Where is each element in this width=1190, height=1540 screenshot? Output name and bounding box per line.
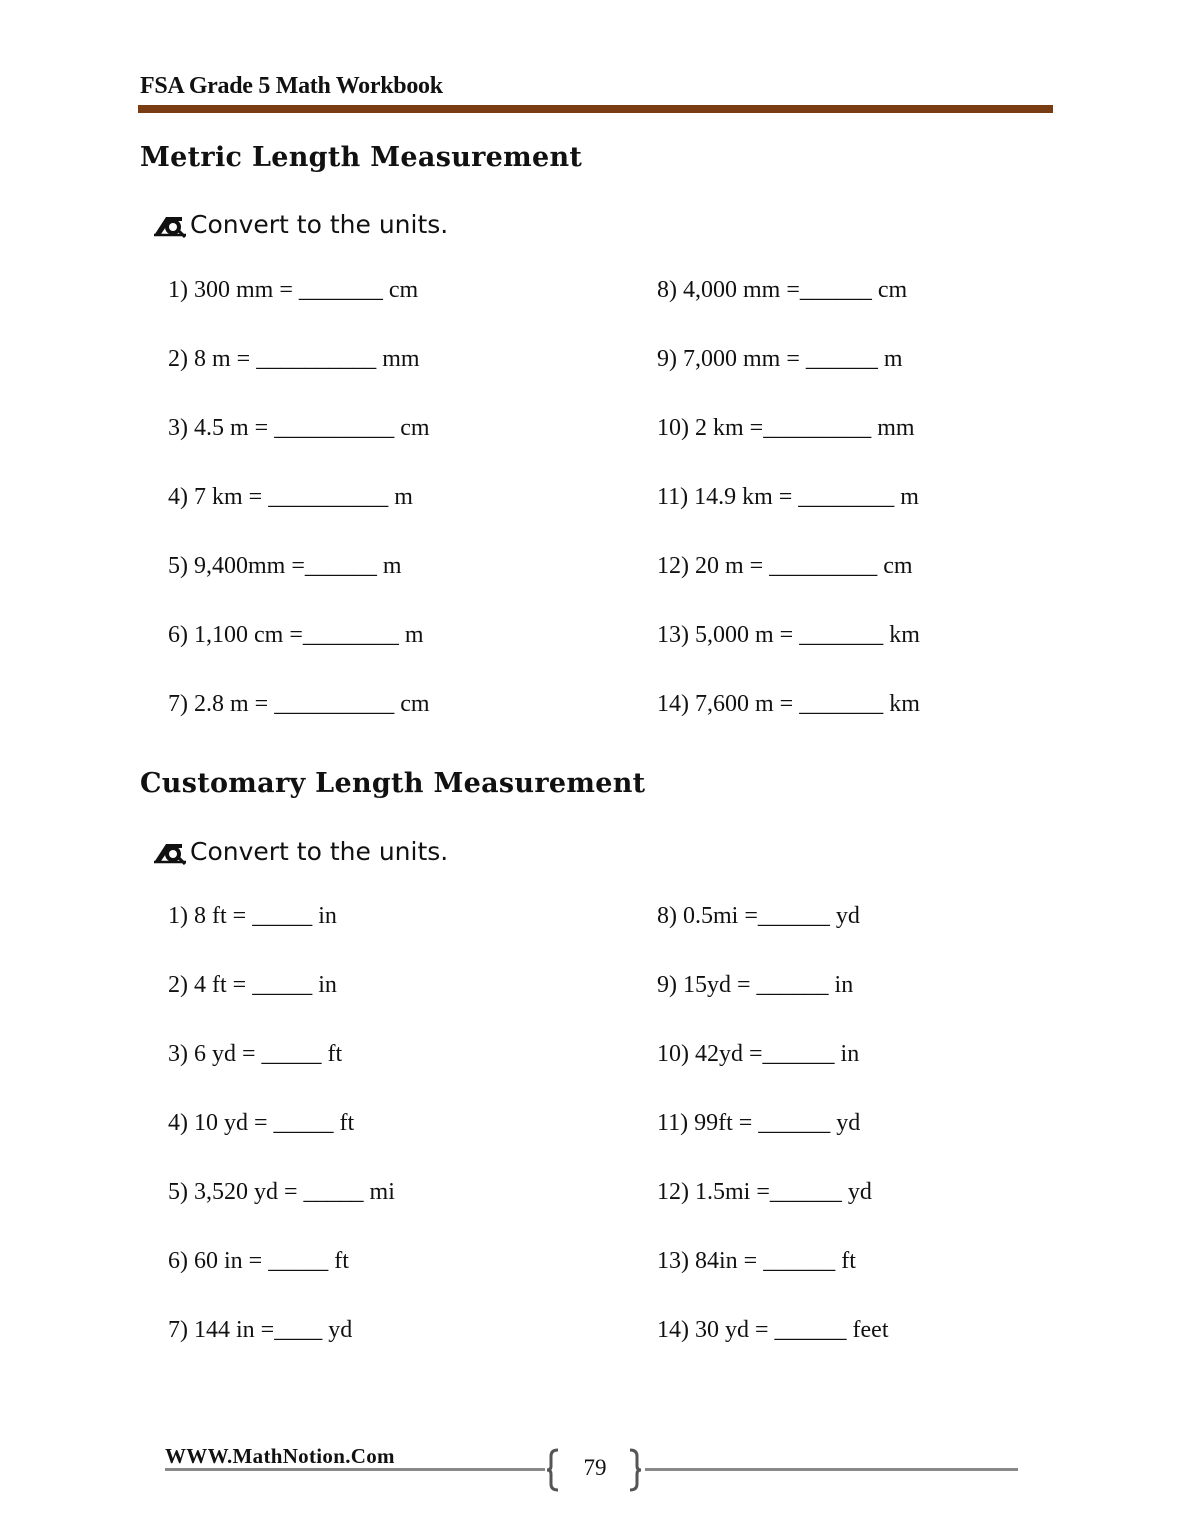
footer-divider-right bbox=[645, 1468, 1018, 1471]
problem-item: 11) 14.9 km = ________ m bbox=[657, 484, 919, 510]
problem-item: 2) 4 ft = _____ in bbox=[168, 972, 337, 998]
page-number: 79 bbox=[583, 1455, 607, 1480]
problem-item: 10) 42yd =______ in bbox=[657, 1041, 860, 1067]
problem-item: 6) 1,100 cm =________ m bbox=[168, 622, 424, 648]
right-brace-icon bbox=[628, 1448, 642, 1492]
problem-item: 3) 4.5 m = __________ cm bbox=[168, 415, 430, 441]
instruction-text: Convert to the units. bbox=[190, 837, 449, 866]
instruction-customary bbox=[152, 837, 448, 866]
problem-item: 14) 30 yd = ______ feet bbox=[657, 1317, 889, 1343]
footer-divider-left bbox=[165, 1468, 545, 1471]
problem-item: 1) 300 mm = _______ cm bbox=[168, 277, 419, 303]
left-brace-icon bbox=[546, 1448, 560, 1492]
problem-item: 8) 4,000 mm =______ cm bbox=[657, 277, 908, 303]
header-divider bbox=[138, 105, 1053, 113]
problem-item: 13) 5,000 m = _______ km bbox=[657, 622, 920, 648]
problem-item: 12) 20 m = _________ cm bbox=[657, 553, 913, 579]
problem-item: 9) 7,000 mm = ______ m bbox=[657, 346, 903, 372]
instruction-text: Convert to the units. bbox=[190, 210, 449, 239]
problem-item: 11) 99ft = ______ yd bbox=[657, 1110, 861, 1136]
section-title-metric: Metric Length Measurement bbox=[140, 142, 583, 173]
pencil-icon bbox=[152, 839, 188, 865]
problem-item: 13) 84in = ______ ft bbox=[657, 1248, 856, 1274]
footer-website: WWW.MathNotion.Com bbox=[165, 1444, 395, 1468]
problem-item: 6) 60 in = _____ ft bbox=[168, 1248, 349, 1274]
problem-item: 10) 2 km =_________ mm bbox=[657, 415, 915, 441]
instruction-metric bbox=[152, 210, 448, 239]
problem-item: 4) 7 km = __________ m bbox=[168, 484, 413, 510]
workbook-title: FSA Grade 5 Math Workbook bbox=[140, 73, 443, 99]
problem-item: 14) 7,600 m = _______ km bbox=[657, 691, 920, 717]
problem-item: 7) 144 in =____ yd bbox=[168, 1317, 353, 1343]
problem-item: 7) 2.8 m = __________ cm bbox=[168, 691, 430, 717]
section-title-customary: Customary Length Measurement bbox=[140, 768, 646, 799]
problem-item: 3) 6 yd = _____ ft bbox=[168, 1041, 343, 1067]
problem-item: 8) 0.5mi =______ yd bbox=[657, 903, 860, 929]
problem-item: 4) 10 yd = _____ ft bbox=[168, 1110, 355, 1136]
problem-item: 12) 1.5mi =______ yd bbox=[657, 1179, 872, 1205]
problem-item: 2) 8 m = __________ mm bbox=[168, 346, 420, 372]
problem-item: 5) 9,400mm =______ m bbox=[168, 553, 402, 579]
pencil-icon bbox=[152, 212, 188, 238]
problem-item: 9) 15yd = ______ in bbox=[657, 972, 854, 998]
problem-item: 5) 3,520 yd = _____ mi bbox=[168, 1179, 395, 1205]
problem-item: 1) 8 ft = _____ in bbox=[168, 903, 337, 929]
